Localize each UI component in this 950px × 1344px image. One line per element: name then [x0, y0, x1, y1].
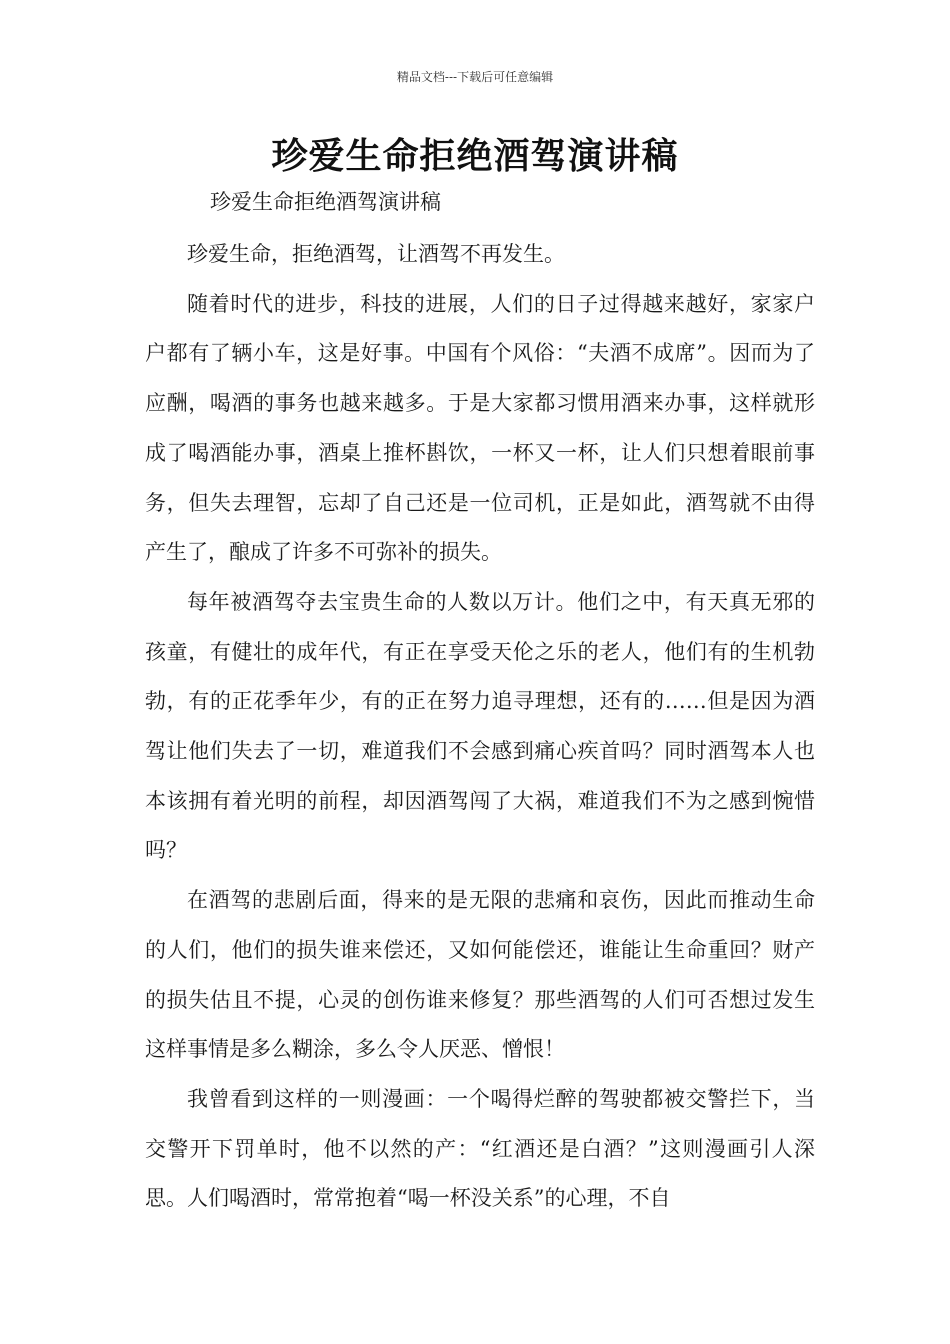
document-body [145, 230, 815, 1224]
document-title: 珍爱生命拒绝酒驾演讲稿 [271, 136, 679, 177]
paragraph: 每年被酒驾夺去宝贵生命的人数以万计。他们之中，有天真无邪的孩童，有健壮的成年代，有正在享受天伦之乐的老人，他们有的生机勃勃，有的正花季年少，有的正在努力追寻理想，还有的……但是因为酒驾让他们失去了一切，难道我们不会感到痛心疾首吗？同时酒驾本人也本该拥有着光明的前程，却因酒驾闯了大祸，难道我们不为之感到惋惜吗？ [145, 589, 815, 863]
document-subtitle: 珍爱生命拒绝酒驾演讲稿 [210, 190, 441, 214]
paragraph: 我曾看到这样的一则漫画：一个喝得烂醉的驾驶都被交警拦下，当交警开下罚单时，他不以然的产：“红酒还是白酒？”这则漫画引人深思。人们喝酒时，常常抱着“喝一杯没关系”的心理，不自 [145, 1086, 815, 1211]
paragraph: 珍爱生命，拒绝酒驾，让酒驾不再发生。 [187, 242, 565, 266]
paragraph: 随着时代的进步，科技的进展，人们的日子过得越来越好，家家户户都有了辆小车，这是好事。中国有个风俗：“夫酒不成席”。因而为了应酬，喝酒的事务也越来越多。于是大家都习惯用酒来办事，这样就形成了喝酒能办事，酒桌上推杯斟饮，一杯又一杯，让人们只想着眼前事务，但失去理智，忘却了自己还是一位司机，正是如此，酒驾就不由得产生了，酿成了许多不可弥补的损失。 [145, 291, 815, 565]
paragraph: 在酒驾的悲剧后面，得来的是无限的悲痛和哀伤，因此而推动生命的人们，他们的损失谁来偿还，又如何能偿还，谁能让生命重回？财产的损失估且不提，心灵的创伤谁来修复？那些酒驾的人们可否想过发生这样事情是多么糊涂，多么令人厌恶、憎恨！ [145, 888, 815, 1062]
header-note: 精品文档---下载后可任意编辑 [396, 70, 554, 84]
